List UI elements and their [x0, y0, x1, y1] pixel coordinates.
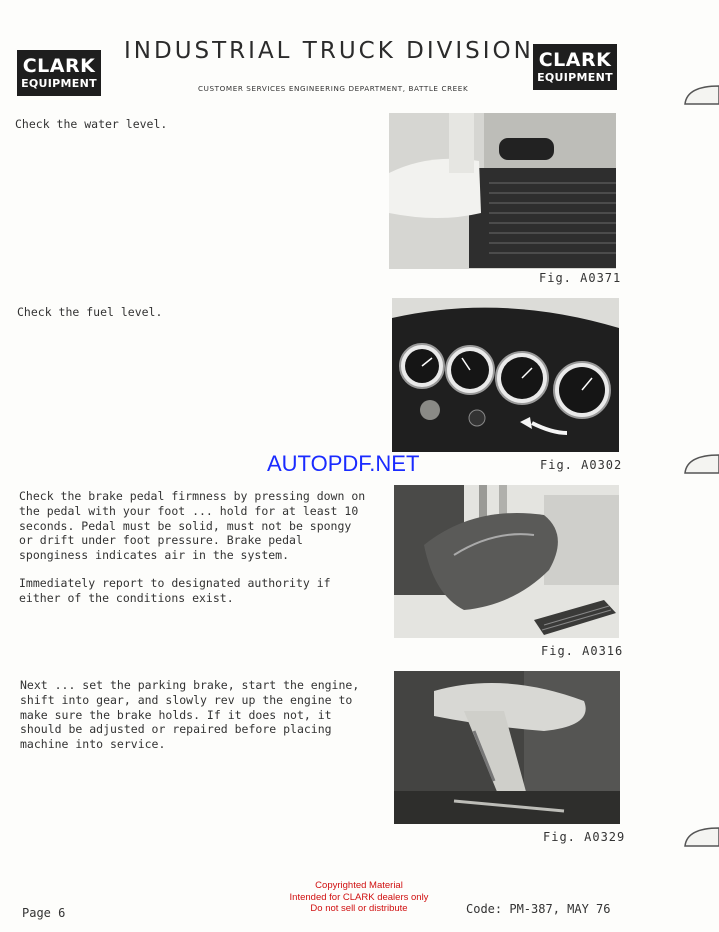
- photo-gauge-panel: [392, 298, 619, 452]
- photo-parking-brake: [394, 671, 620, 824]
- document-code: Code: PM-387, MAY 76: [466, 902, 611, 916]
- page-title: INDUSTRIAL TRUCK DIVISION: [124, 38, 534, 64]
- page-number: Page 6: [22, 906, 66, 920]
- logo-wordmark: CLARK: [538, 49, 612, 71]
- instruction-report: Immediately report to designated authority if either of the conditions exist.: [19, 576, 331, 605]
- figure-caption: Fig. A0302: [540, 458, 623, 472]
- binder-hole: [677, 824, 719, 854]
- instruction-parking-brake: Next ... set the parking brake, start the engine, shift into gear, and slowly rev up the engine to make sure the brake holds. If it does not, it should be adjusted or repaired before placing machine into service.: [20, 678, 360, 752]
- logo-subtext: EQUIPMENT: [537, 71, 613, 84]
- figure-caption: Fig. A0371: [539, 271, 622, 285]
- department-subtitle: CUSTOMER SERVICES ENGINEERING DEPARTMENT, BATTLE CREEK: [198, 84, 469, 93]
- watermark: AUTOPDF.NET: [267, 451, 420, 476]
- figure-caption: Fig. A0329: [543, 830, 626, 844]
- clark-logo-left: [17, 50, 101, 96]
- logo-subtext: EQUIPMENT: [21, 77, 97, 90]
- copyright-notice: [270, 880, 448, 915]
- instruction-water-level: Check the water level.: [15, 117, 168, 131]
- logo-wordmark: CLARK: [22, 55, 96, 77]
- copyright-line: Copyrighted Material: [315, 880, 403, 891]
- photo-brake-pedal: [394, 485, 619, 638]
- figure-caption: Fig. A0316: [541, 644, 624, 658]
- instruction-fuel-level: Check the fuel level.: [17, 305, 163, 319]
- copyright-line: Intended for CLARK dealers only: [289, 891, 429, 903]
- instruction-brake-pedal: Check the brake pedal firmness by pressing down on the pedal with your foot ... hold for at least 10 seconds. Pedal must be solid, must not be spongy or drift under foot pressure. Brake pedal sponginess indicates air in the system.: [19, 489, 366, 563]
- binder-hole: [677, 82, 719, 112]
- photo-radiator: [389, 113, 616, 269]
- copyright-line: Do not sell or distribute: [310, 903, 408, 914]
- binder-hole: [677, 451, 719, 481]
- clark-logo-right: [533, 44, 617, 90]
